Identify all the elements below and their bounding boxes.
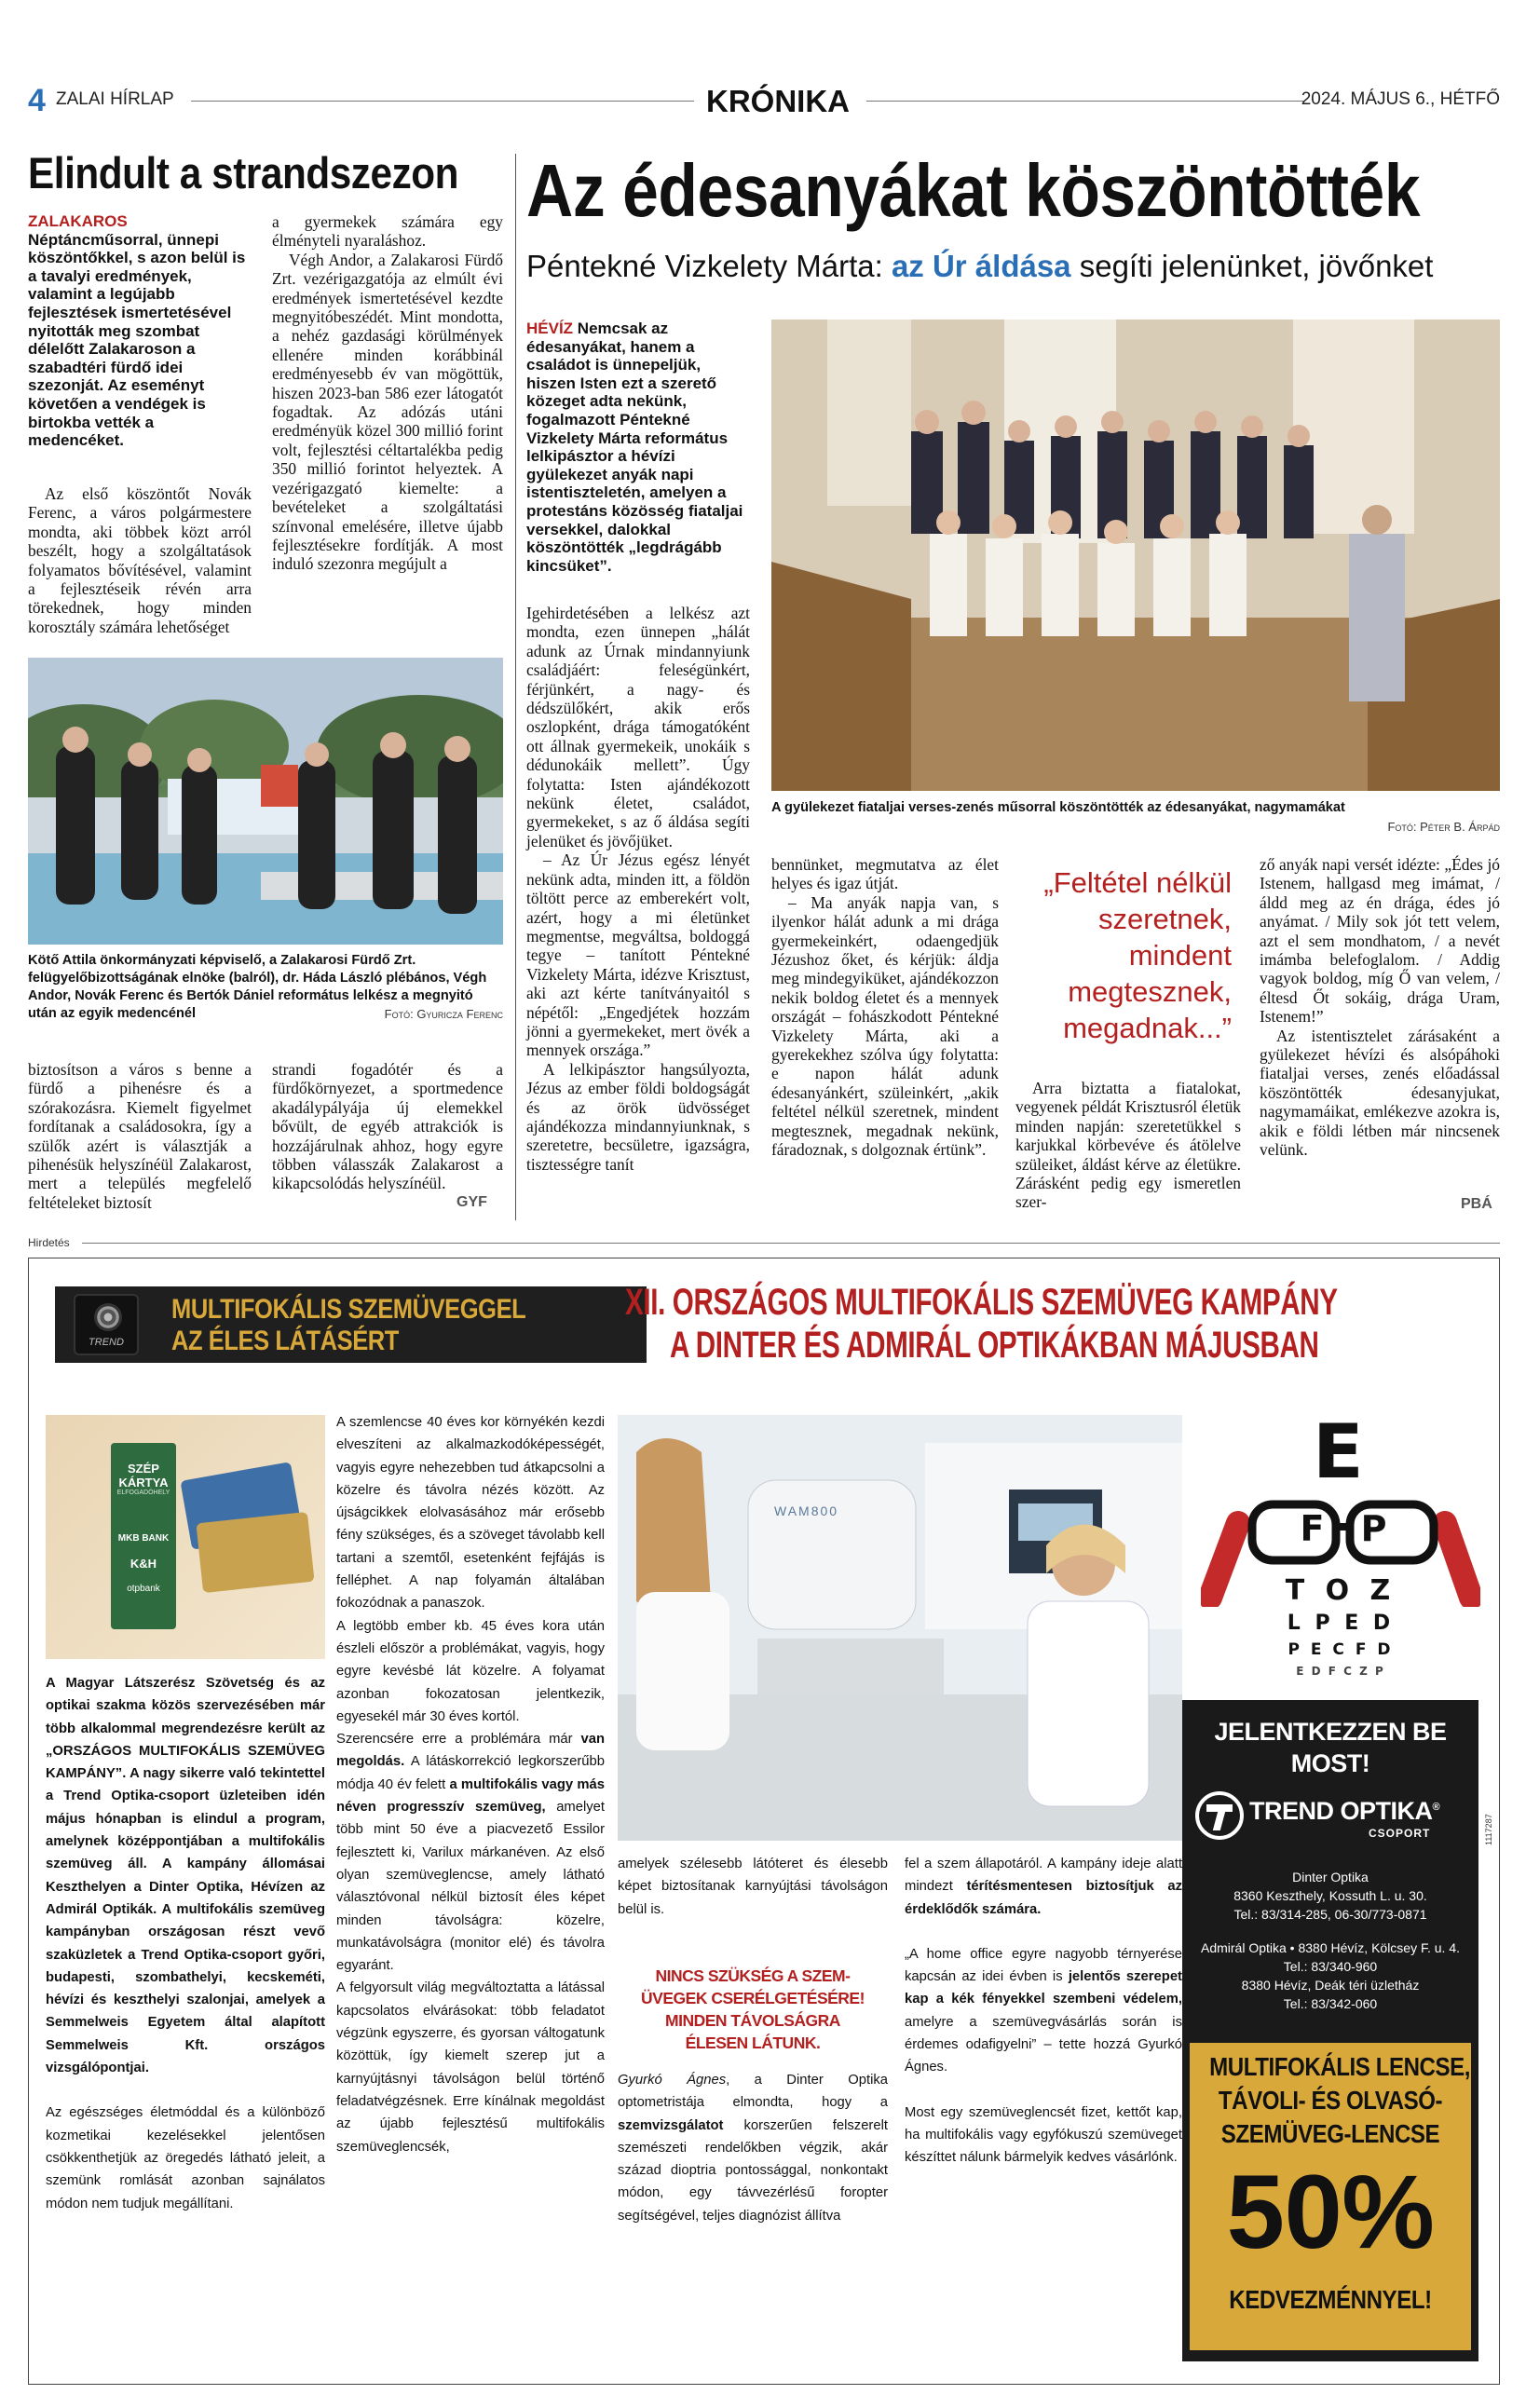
cta-line1: JELENTKEZZEN BE bbox=[1214, 1718, 1447, 1746]
paragraph: Az egészséges életmóddal és a különböző kozmetikai kezelésekkel jelentősen csökkenthetjük az öregedés látható jeleit, a szemünk romlását azonban sajnálatos módon nem tudjuk megállítani. bbox=[46, 2105, 325, 2211]
text-col3 bbox=[1015, 1079, 1241, 1212]
text-run: Szerencsére erre a problémára már bbox=[336, 1732, 581, 1748]
article-subtitle bbox=[526, 247, 1505, 286]
brand-subtitle: CSOPORT bbox=[1369, 1827, 1431, 1840]
pool-scene-graphic bbox=[28, 658, 503, 945]
paper-name: ZALAI HÍRLAP bbox=[56, 89, 174, 109]
chart-row-pecfd: P E C F D bbox=[1288, 1640, 1394, 1659]
shop1-phone: Tel.: 83/314-285, 06-30/773-0871 bbox=[1233, 1907, 1427, 1922]
text-run: fel a szem állapotáról. A kampány ideje alatt mindezt bbox=[905, 1857, 1182, 1895]
paragraph: A lelkipásztor hangsúlyozta, Jézus az ember földi boldogságát és az örök üdvösséget ajándékozza mindannyiunknak, s szeretetre, becsületre, igazságra, tisztességre tanít bbox=[526, 1059, 750, 1174]
paragraph: biztosítson a város s benne a fürdő a pihenésre és a szórakozásra. Kiemelt figyelmet fordítanak a családosokra, így a szülők azért is választják a pihenésük helyszínéül Zalakarost, mert a település megfelelő feltételeket biztosít bbox=[28, 1060, 252, 1212]
paragraph: amelyek szélesebb látóteret és élesebb képet biztosítanak karnyújtási távolságon belül is. bbox=[618, 1857, 888, 1917]
cta-line2: MOST! bbox=[1290, 1749, 1370, 1777]
subtitle-end: segíti jelenünket, jövőnket bbox=[1070, 249, 1434, 283]
trend-optika-logo-icon bbox=[1195, 1791, 1244, 1840]
paragraph: Az első köszöntőt Novák Ferenc, a város polgármestere mondta, aki többek közt arról beszélt, hogy a szolgáltatások folyamatos bővítésével, valamint a fejlesztéseik révén arra törekednek, hogy minden korosztály számára lehetőséget bbox=[28, 484, 252, 636]
trend-logo bbox=[74, 1294, 139, 1355]
text-run: , a Dinter Optika optometristája elmondta, hogy a bbox=[618, 2073, 888, 2111]
column-divider bbox=[515, 154, 516, 1220]
paragraph: A Magyar Látszerész Szövetség és az optikai szakma közös szervezésében már több alkalommal megrendezésre került az „ORSZÁGOS MULTIFOKÁLIS SZEMÜVEG KAMPÁNY”. A nagy sikerre való tekintettel a Trend Optika-csoport üzleteiben idén május hónapban is elindul a program, amelynek középpontjában a multifokális szemüveg áll. A kampány állomásai Keszthelyen a Dinter Optika, Hévízen az Admirál Optikák. A multifokális szemüveg kampányban országosan részt vevő szaküzletek a Trend Optika-csoport győri, budapesti, szombathelyi, kecskeméti, hévízi és keszthelyi szalonjai, amelyek a Semmelweis Egyetem által alapított Semmelweis Kft. országos vizsgálópontjai. bbox=[46, 1676, 325, 2076]
ad-headline-2: A DINTER ÉS ADMIRÁL OPTIKÁKBAN MÁJUSBAN bbox=[670, 1325, 1319, 1366]
photo-caption: A gyülekezet fiataljai verses-zenés műsorral köszöntötték az édesanyákat, nagymamákat bbox=[771, 800, 1345, 815]
subtitle-start: Péntekné Vizkelety Márta: bbox=[526, 249, 892, 283]
subtitle-highlight: az Úr áldása bbox=[891, 249, 1071, 283]
highlight-line1: NINCS SZÜKSÉG A SZEM- bbox=[655, 1966, 851, 1985]
text-run: amelyre a szemüvegvásárlás során is érdemes odafigyelni” – tette hozzá Gyurkó Ágnes. bbox=[905, 2014, 1182, 2075]
paragraph: – Az Úr Jézus egész lényét nekünk adta, minden itt, a földön töltött perce az emberekért volt, azért, hogy a mi életünket megmentse, megváltsa, boldoggá tegye – tanított Péntekné Vizkelety Márta, idézve Krisztust, aki azt kérte tanítványaitól s népétől: „Engedjétek hozzám jönni a gyermekeket, mert övék a mennyek országa.” bbox=[526, 850, 750, 1060]
text-col2 bbox=[771, 855, 999, 1160]
card-title: SZÉP KÁRTYA bbox=[118, 1462, 169, 1490]
ad-text-col4 bbox=[905, 1853, 1182, 2192]
brand-name-text: TREND OPTIKA bbox=[1249, 1797, 1433, 1825]
ad-text-col2 bbox=[336, 1411, 605, 2158]
offer-line4: KEDVEZMÉNNYEL! bbox=[1229, 2285, 1432, 2314]
paragraph: A szemlencse 40 éves kor környékén kezdi elveszíteni az alkalmazkodóképességét, vagyis egyre nehezebben tud átkapcsolni a közelre és távolra nézés között. Az újságcikkek elolvasásához már erősebb fény szükséges, és a szöveget távolabb kell tartani a szemtől, esetenként fejfájás is felléphet. A nap folyamán általában fokozódnak a panaszok. bbox=[336, 1415, 605, 1612]
text-run: „A home office egyre nagyobb térnyerése kapcsán az idei évben is bbox=[905, 1946, 1182, 1985]
paragraph: Az istentisztelet zárásaként a gyülekezet hévízi és alsópáhoki fiataljai verses, zenés előadással köszöntötték édesanyjukat, nagymamáikat, emlékezve azokra is, akik e földi létben már nincsenek velünk. bbox=[1260, 1026, 1500, 1160]
issue-date: 2024. MÁJUS 6., HÉTFŐ bbox=[1301, 89, 1500, 109]
article-title: Az édesanyákat köszöntötték bbox=[526, 149, 1421, 232]
banner-line1: MULTIFOKÁLIS SZEMÜVEGGEL bbox=[171, 1294, 526, 1325]
logo-flower-icon bbox=[94, 1303, 122, 1331]
dateline: HÉVÍZ bbox=[526, 320, 574, 337]
church-scene-graphic bbox=[771, 320, 1500, 791]
text-run: A látáskorrekció legkorszerűbb módja 40 év felett bbox=[336, 1754, 605, 1792]
paragraph: – Ma anyák napja van, s ilyenkor hálát adunk a mi drága gyermekeinkért, odaengedjük Jézushoz őket, és kérjük: áldja meg mindegyiküket, ajándékozzon nekik boldog életet és a mennyek országát – fohászkodott Péntekné Vizkelety Márta, aki a gyerekekhez szólva úgy folytatta: e napon hálát adunk édesanyánkért, szüleinkért, „akik feltétel nélkül szeretnek, mindent megtesznek, megadnak nekünk, fáradoznak, s dolgoznak értünk”. bbox=[771, 892, 999, 1160]
payment-cards-photo bbox=[46, 1415, 325, 1659]
paragraph: A felgyorsult világ megváltoztatta a látással kapcsolatos elvárásokat: több feladatot végzünk egyszerre, és gyorsan váltogatunk közöttük, így kiemelt szerep jut a karnyújtásnyi távolságon belül történő feladatvégzésnek. Erre kínálnak megoldást az újabb fejlesztésű multifokális szemüveglencsék, bbox=[336, 1980, 605, 2155]
lead-text: Nemcsak az édesanyákat, hanem a családot is ünnepeljük, hiszen Isten ezt a szerető közeget adta nekünk, fogalmazott Péntekné Vizkelety Márta református lelkipásztor a hévízi gyülekezet anyák napi istentiszteletén, amelyen a protestáns közösség fiataljai versekkel, dalokkal köszöntötték „legdrágább kincsüket”. bbox=[526, 320, 743, 575]
offer-line3: SZEMÜVEG-LENCSE bbox=[1220, 2119, 1440, 2148]
photo-credit: Fotó: Gyuricza Ferenc bbox=[384, 1007, 503, 1021]
church-photo bbox=[771, 320, 1500, 791]
text-col1 bbox=[526, 604, 750, 1174]
dateline: ZALAKAROS bbox=[28, 212, 128, 230]
bank-mkb: MKB BANK bbox=[117, 1533, 170, 1544]
chart-row-lped: L P E D bbox=[1287, 1612, 1395, 1635]
photo-credit: Fotó: Péter B. Árpád bbox=[1387, 820, 1500, 834]
text-col1-top bbox=[28, 484, 252, 636]
page-header bbox=[28, 82, 1500, 119]
text-run-bold: jelentős szerepet kap a kék fényekkel szembeni védelem, bbox=[905, 1969, 1182, 2007]
lead-text: Néptáncműsorral, ünnepi köszöntőkkel, s azon belül is a tavalyi eredmények, valamint a legújabb fejlesztések ismertetésével nyitották meg szombat délelőtt Zalakaroson a szabadtéri fürdő idei szezonját. Az eseményt követően a vendégek is birtokba vették a medencéket. bbox=[28, 230, 246, 450]
chart-row-fp: F P bbox=[1300, 1508, 1387, 1549]
text-run: korszerűen felszerelt szemészeti rendelőkben végzik, akár század dioptria pontossággal, nonkontakt módon, egy távvezérlésű foropter segítségével, teljes diagnózist állítva bbox=[618, 2117, 888, 2224]
ad-label: Hirdetés bbox=[28, 1236, 70, 1249]
text-col2-top bbox=[272, 212, 503, 574]
text-col1-bottom bbox=[28, 1060, 252, 1212]
pool-photo bbox=[28, 658, 503, 945]
eye-exam-graphic bbox=[618, 1415, 1182, 1841]
paragraph: Arra biztatta a fiatalokat, vegyenek példát Krisztusról életük minden napján: szeretetükkel s karjukkal körbevéve és átölelve szüleiket, áldást kérve az életükre. Zárásként pedig egy ismeretlen szer- bbox=[1015, 1079, 1241, 1212]
ad-text-col3 bbox=[618, 1853, 888, 1943]
paragraph: ző anyák napi versét idézte: „Édes jó Istenem, hallgasd meg imámat, / áldd meg az én drága, édes jó anyámat. / Mily sok jót tett velem, azt el sem mondhatom, / a nevét imámba belefoglalom. / Addig vagyok boldog, míg Ő van velem, / éltesd Őt sokáig, drága Uram, Istenem!” bbox=[1260, 855, 1500, 1027]
text-run-italic: Gyurkó Ágnes bbox=[618, 2073, 727, 2088]
brand-registered-mark: ® bbox=[1432, 1802, 1440, 1813]
text-col4 bbox=[1260, 855, 1500, 1160]
offer-discount: 50% bbox=[1226, 2154, 1435, 2270]
logo-text: TREND bbox=[89, 1337, 124, 1348]
paragraph bbox=[905, 1853, 1182, 1921]
card-stack bbox=[111, 1443, 279, 1629]
eye-chart-photo bbox=[1201, 1411, 1480, 1691]
paragraph bbox=[336, 1728, 605, 1977]
shop3-phone: Tel.: 83/342-060 bbox=[1283, 1996, 1378, 2011]
paragraph: A legtöbb ember kb. 45 éves kora után észleli először a problémákat, vagyis, hogy egyre kevésbé lát közelre. A folyamat azonban fokozatosan jelentkezik, egyesekél már 30 éves kortól. bbox=[336, 1618, 605, 1724]
ad-banner bbox=[55, 1286, 647, 1363]
text-run: amelyet több mint 50 éve a piacvezető Essilor fejlesztett ki, Varilux márkanéven. Az első olyan szemüveglencse, amely látható választóvonal nélkül biztosít éles képet minden távolságra: közelre, munkatávolságra (monitor elé) és távolra egyaránt. bbox=[336, 1800, 605, 1974]
paragraph: a gyermekek számára egy élményteli nyaraláshoz. bbox=[272, 212, 503, 251]
bank-kh: K&H bbox=[129, 1557, 157, 1571]
machine-label: WAM800 bbox=[774, 1503, 839, 1518]
shop1-name: Dinter Optika bbox=[1292, 1870, 1369, 1884]
author-signature: GYF bbox=[456, 1194, 487, 1210]
shop-list bbox=[1182, 1868, 1478, 2013]
author-signature: PBÁ bbox=[1461, 1196, 1492, 1212]
article-lead bbox=[28, 212, 252, 450]
ad-code: 1117287 bbox=[1484, 1814, 1493, 1845]
section-name: KRÓNIKA bbox=[706, 84, 850, 118]
brand-name bbox=[1249, 1797, 1439, 1826]
text-run-bold: a multifokális vagy más néven progresszív szemüveg, bbox=[336, 1776, 605, 1816]
shop2-name: Admirál Optika • 8380 Hévíz, Kölcsey F. u. 4. bbox=[1200, 1940, 1461, 1955]
shop1-address: 8360 Keszthely, Kossuth L. u. 30. bbox=[1233, 1888, 1427, 1903]
green-card bbox=[111, 1443, 176, 1629]
pull-quote: „Feltétel nélkül szeretnek, mindent megtesznek, megadnak...” bbox=[1043, 866, 1232, 1044]
shop2-phone: Tel.: 83/340-960 bbox=[1283, 1959, 1378, 1974]
text-run-bold: szemvizsgálatot bbox=[618, 2117, 724, 2133]
header-rule-left bbox=[191, 101, 694, 102]
offer-line2: TÁVOLI- ÉS OLVASÓ- bbox=[1218, 2086, 1443, 2115]
text-col2-bottom bbox=[272, 1060, 503, 1193]
header-rule-right bbox=[866, 101, 1304, 102]
chart-letter-e: E bbox=[1313, 1411, 1364, 1495]
paragraph: bennünket, megmutatva az élet helyes és igaz útját. bbox=[771, 855, 999, 893]
contact-box bbox=[1182, 1700, 1478, 2361]
paragraph: Végh Andor, a Zalakarosi Fürdő Zrt. vezérigazgatója az elmúlt évi eredmények ismertetésével kezdte megnyitóbeszédét. Mint mondotta, a nehéz gazdasági körülmények ellenére minden korábbinál eredményesebb év van mögöttük, hiszen 2023-ban 586 ezer látogatót fogadtak. Az adózás utáni eredményük közel 300 millió forint volt, fejlesztési céltartalékba pedig 350 millió forintot helyeztek. A vezérigazgató kiemelte: a bevételeket a szolgáltatási színvonal emelésére, illetve újabb fejlesztésekre fordítják. A most induló szezonra megújult a bbox=[272, 250, 503, 574]
shop3-address: 8380 Hévíz, Deák téri üzletház bbox=[1241, 1978, 1420, 1993]
paragraph bbox=[618, 2069, 888, 2227]
ad-headline-1: XII. ORSZÁGOS MULTIFOKÁLIS SZEMÜVEG KAMPÁNY bbox=[625, 1282, 1338, 1323]
page-number: 4 bbox=[28, 83, 46, 118]
paragraph: strandi fogadótér és a fürdőkörnyezet, a sportmedence akadálypályája új elemekkel bővült, de egyéb attrakciók is hozzájárulnak ahhoz, hogy egyre többen válasszák Zalakarost a kikapcsolódás helyszínéül. bbox=[272, 1060, 503, 1193]
article-title: Elindult a strandszezon bbox=[28, 148, 459, 197]
chart-row-edfcz: E D F C Z P bbox=[1296, 1665, 1385, 1678]
chart-row-toz: T O Z bbox=[1285, 1574, 1397, 1607]
text-run-bold: van megoldás. bbox=[336, 1732, 605, 1770]
paragraph bbox=[905, 1943, 1182, 2079]
paragraph: Most egy szemüveglencsét fizet, kettőt kap, ha multifokális vagy egyfókuszú szemüveget készíttet nálunk bármelyik kedves vásárlónk. bbox=[905, 2104, 1182, 2166]
highlight-box bbox=[618, 1965, 888, 2054]
highlight-line3: MINDEN TÁVOLSÁGRA bbox=[665, 2011, 840, 2030]
photo-caption bbox=[28, 952, 503, 1023]
highlight-line4: ÉLESEN LÁTUNK. bbox=[685, 2034, 821, 2052]
text-run-bold: térítésmentesen biztosítjuk az érdeklődők számára. bbox=[905, 1879, 1182, 1917]
offer-line1: MULTIFOKÁLIS LENCSE, bbox=[1209, 2052, 1471, 2081]
eye-exam-photo bbox=[618, 1415, 1182, 1841]
card-subtitle: ELFOGADÓHELY bbox=[116, 1490, 170, 1496]
bank-otp: otpbank bbox=[127, 1584, 160, 1594]
caption-text: Kötő Attila önkormányzati képviselő, a Zalakarosi Fürdő Zrt. felügyelőbizottságának elnöke (balról), dr. Háda László plébános, Végh Andor, Novák Ferenc és Bertók Dániel református lelkész a megnyitó után az egyik medencénél bbox=[28, 953, 487, 1021]
ad-text-col3b bbox=[618, 2069, 888, 2250]
offer-box bbox=[1190, 2043, 1471, 2350]
banner-line2: AZ ÉLES LÁTÁSÉRT bbox=[171, 1326, 399, 1356]
article-lead bbox=[526, 320, 750, 575]
highlight-line2: ÜVEGEK CSERÉLGETÉSÉRE! bbox=[641, 1989, 865, 2007]
advertisement bbox=[28, 1258, 1500, 2385]
paragraph: Igehirdetésében a lelkész azt mondta, ezen ünnepen „hálát adunk az Úrnak mindannyiunk családjáért: feleségünkért, férjünkért, a nagy- és dédszülőkért, akik erős oszlopként, drága támogatóként ott állnak gyermekeik, unokáik s dédunokáik mellett”. Úgy folytatta: Isten ajándékozott nekünk életet, családot, gyermekeket, s az ő áldása segíti jelenüket és jövőjüket. bbox=[526, 604, 750, 850]
ad-text-col1 bbox=[46, 1672, 325, 2238]
card-gold bbox=[196, 1512, 314, 1593]
ad-label-rule bbox=[82, 1243, 1500, 1244]
